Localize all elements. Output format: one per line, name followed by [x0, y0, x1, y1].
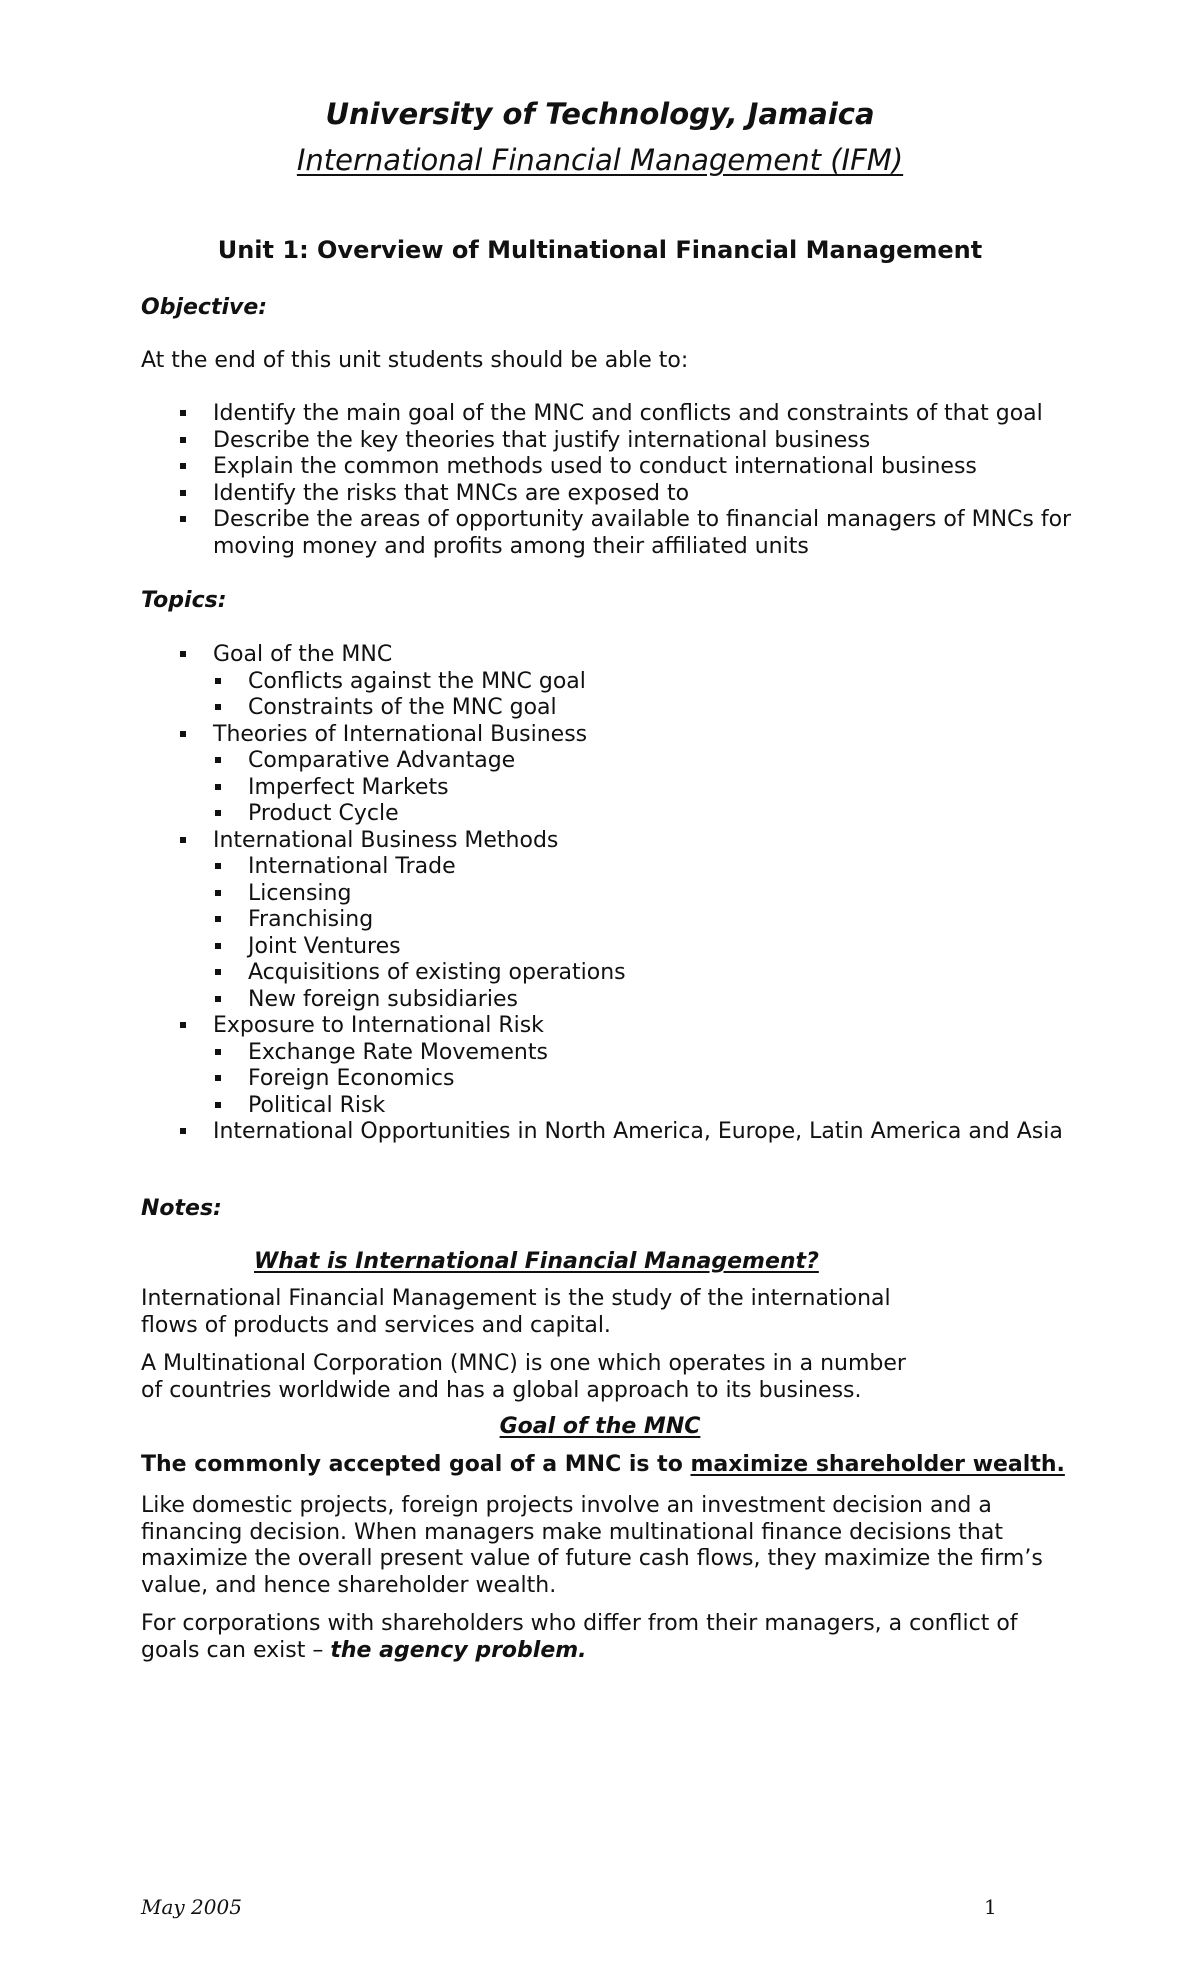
subtopic-item: Political Risk: [248, 1093, 1113, 1120]
university-title: University of Technology, Jamaica: [325, 97, 875, 131]
subtopic-item: Conflicts against the MNC goal: [248, 669, 1113, 696]
topic-label: Exposure to International Risk: [213, 1013, 544, 1038]
notes-heading: Notes:: [141, 1196, 222, 1221]
notes-paragraph-3: [141, 1493, 1043, 1599]
goal-statement: [141, 1452, 1065, 1477]
objective-item: Describe the areas of opportunity available to financial managers of MNCs for moving money and profits among their affiliated units: [213, 507, 1093, 560]
section-title-what-is-ifm: What is International Financial Management?: [254, 1249, 819, 1274]
subtopic-item: Licensing: [248, 881, 1113, 908]
text-line: financing decision. When managers make multinational finance decisions that: [141, 1519, 1003, 1545]
topics-list: [213, 642, 1113, 1146]
notes-paragraph-1: [141, 1286, 891, 1339]
section-title-goal-of-mnc: Goal of the MNC: [499, 1414, 701, 1439]
page-number: 1: [984, 1895, 997, 1919]
course-title: International Financial Management (IFM): [296, 143, 904, 177]
text-line: value, and hence shareholder wealth.: [141, 1572, 557, 1598]
text-fragment: goals can exist –: [141, 1637, 331, 1663]
unit-title: Unit 1: Overview of Multinational Financial Management: [217, 236, 983, 264]
text-line: International Financial Management is the study of the international: [141, 1286, 891, 1311]
objective-list: [213, 401, 1093, 560]
subtopic-item: Joint Ventures: [248, 934, 1113, 961]
goal-emphasis: maximize shareholder wealth.: [690, 1452, 1065, 1477]
notes-paragraph-2: [141, 1351, 906, 1404]
topic-item: [213, 1119, 1113, 1146]
objective-heading: Objective:: [141, 295, 268, 320]
text-line: For corporations with shareholders who differ from their managers, a conflict of: [141, 1611, 1018, 1636]
topic-item: [213, 722, 1113, 828]
subtopic-item: Acquisitions of existing operations: [248, 960, 1113, 987]
subtopic-item: Product Cycle: [248, 801, 1113, 828]
subtopic-item: Imperfect Markets: [248, 775, 1113, 802]
topic-item: [213, 828, 1113, 1014]
agency-problem-emphasis: the agency problem.: [330, 1637, 587, 1663]
topic-label: International Business Methods: [213, 827, 559, 853]
subtopic-item: Constraints of the MNC goal: [248, 695, 1113, 722]
subtopic-item: New foreign subsidiaries: [248, 987, 1113, 1014]
subtopic-item: Franchising: [248, 907, 1113, 934]
topic-label: International Opportunities in North America, Europe, Latin America and Asia: [213, 1119, 1063, 1144]
goal-statement-text: The commonly accepted goal of a MNC is to: [141, 1452, 691, 1477]
subtopic-item: Foreign Economics: [248, 1066, 1113, 1093]
text-line: flows of products and services and capital.: [141, 1312, 611, 1338]
objective-item: Identify the risks that MNCs are exposed to: [213, 481, 1093, 508]
topic-item: [213, 642, 1113, 722]
subtopic-item: International Trade: [248, 854, 1113, 881]
text-line: [141, 1638, 1018, 1665]
subtopic-item: Exchange Rate Movements: [248, 1040, 1113, 1067]
topics-heading: Topics:: [141, 588, 227, 613]
topic-label: Goal of the MNC: [213, 642, 393, 667]
topic-item: [213, 1013, 1113, 1119]
text-line: maximize the overall present value of future cash flows, they maximize the firm’s: [141, 1546, 1043, 1571]
text-line: Like domestic projects, foreign projects involve an investment decision and a: [141, 1493, 992, 1518]
topic-label: Theories of International Business: [213, 721, 588, 747]
objective-item: Describe the key theories that justify international business: [213, 428, 1093, 455]
footer-date: May 2005: [141, 1895, 242, 1919]
objective-item: Identify the main goal of the MNC and conflicts and constraints of that goal: [213, 401, 1093, 428]
text-line: A Multinational Corporation (MNC) is one which operates in a number: [141, 1351, 906, 1376]
text-line: of countries worldwide and has a global approach to its business.: [141, 1377, 862, 1403]
objective-item: Explain the common methods used to conduct international business: [213, 454, 1093, 481]
objective-intro: At the end of this unit students should be able to:: [141, 348, 689, 373]
notes-paragraph-4: [141, 1611, 1018, 1664]
subtopic-item: Comparative Advantage: [248, 748, 1113, 775]
